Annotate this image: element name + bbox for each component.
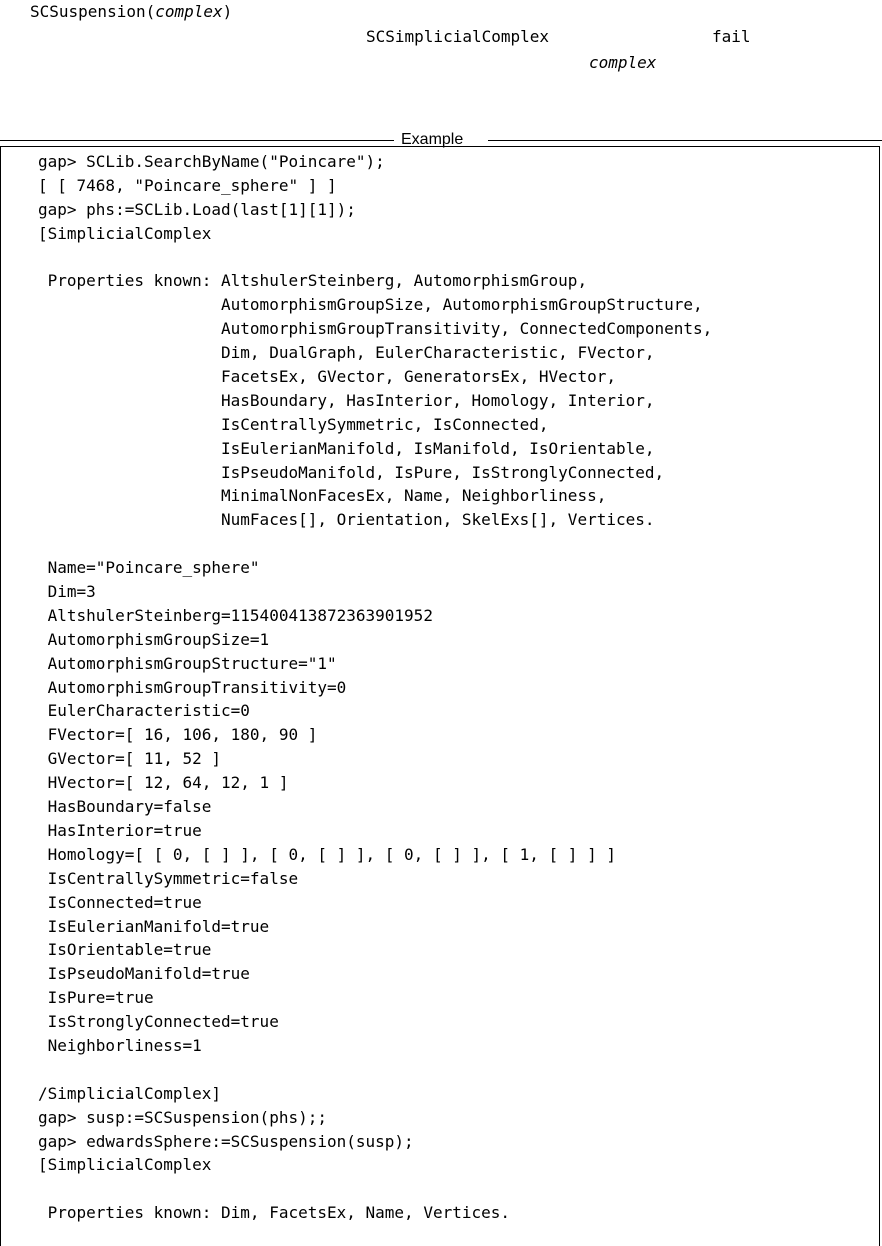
code-line: Properties known: Dim, FacetsEx, Name, Vertices.	[38, 1203, 511, 1223]
code-line: /SimplicialComplex]	[38, 1083, 222, 1103]
code-line: IsEulerianManifold=true	[38, 916, 270, 936]
function-signature	[30, 0, 232, 24]
code-line: IsStronglyConnected=true	[38, 1012, 279, 1032]
code-line: IsCentrallySymmetric=false	[38, 868, 299, 888]
code-line: IsOrientable=true	[38, 940, 212, 960]
code-line: HasInterior=true	[38, 820, 202, 840]
code-line: HVector=[ 12, 64, 12, 1 ]	[38, 773, 289, 793]
code-line: gap> phs:=SCLib.Load(last[1][1]);	[38, 199, 356, 219]
code-line: AutomorphismGroupTransitivity, ConnectedComponents,	[38, 319, 713, 339]
code-line: IsCentrallySymmetric, IsConnected,	[38, 414, 549, 434]
code-line: IsPure=true	[38, 988, 154, 1008]
function-name: SCSuspension(	[30, 2, 156, 21]
code-line: IsConnected=true	[38, 892, 202, 912]
code-line: NumFaces[], Orientation, SkelExs[], Vertices.	[38, 510, 655, 530]
code-line: IsEulerianManifold, IsManifold, IsOrientable,	[38, 438, 655, 458]
code-line: AutomorphismGroupStructure="1"	[38, 653, 337, 673]
code-line: Homology=[ [ 0, [ ] ], [ 0, [ ] ], [ 0, [ ] ], [ 1, [ ] ] ]	[38, 844, 616, 864]
code-line: Dim=3	[38, 582, 96, 602]
example-header-rule-right	[488, 140, 882, 141]
code-line: FacetsEx, GVector, GeneratorsEx, HVector,	[38, 367, 616, 387]
code-line: HasBoundary=false	[38, 797, 212, 817]
code-line	[38, 532, 712, 556]
code-line: AltshulerSteinberg=115400413872363901952	[38, 605, 433, 625]
code-line: MinimalNonFacesEx, Name, Neighborliness,	[38, 486, 607, 506]
code-line: Neighborliness=1	[38, 1035, 202, 1055]
code-line: gap> edwardsSphere:=SCSuspension(susp);	[38, 1131, 414, 1151]
example-header-rule-left	[0, 140, 394, 141]
code-line: EulerCharacteristic=0	[38, 701, 250, 721]
example-code-block	[38, 150, 712, 1225]
code-line: AutomorphismGroupSize=1	[38, 629, 270, 649]
code-line: [ [ 7468, "Poincare_sphere" ] ]	[38, 175, 337, 195]
code-line: gap> susp:=SCSuspension(phs);;	[38, 1107, 327, 1127]
code-line	[38, 1177, 712, 1201]
code-line: Dim, DualGraph, EulerCharacteristic, FVector,	[38, 343, 655, 363]
example-label: Example	[401, 131, 464, 148]
code-line: gap> SCLib.SearchByName("Poincare");	[38, 152, 385, 171]
code-line	[38, 1058, 712, 1082]
code-line	[38, 246, 712, 270]
code-line: [SimplicialComplex	[38, 223, 212, 243]
code-line: Properties known: AltshulerSteinberg, AutomorphismGroup,	[38, 271, 588, 291]
code-line: HasBoundary, HasInterior, Homology, Interior,	[38, 390, 655, 410]
code-line: GVector=[ 11, 52 ]	[38, 749, 222, 769]
fail-word: fail	[712, 27, 751, 46]
code-line: AutomorphismGroupSize, AutomorphismGroupStructure,	[38, 295, 703, 315]
return-type-word: SCSimplicialComplex	[366, 27, 550, 46]
code-line: [SimplicialComplex	[38, 1155, 212, 1175]
argument-reference: complex	[589, 53, 657, 72]
code-line: Name="Poincare_sphere"	[38, 558, 260, 578]
function-argument: complex	[155, 2, 223, 21]
code-line: FVector=[ 16, 106, 180, 90 ]	[38, 725, 318, 745]
function-close-paren: )	[222, 2, 233, 21]
code-line: IsPseudoManifold=true	[38, 964, 250, 984]
code-line: IsPseudoManifold, IsPure, IsStronglyConnected,	[38, 462, 665, 482]
code-line: AutomorphismGroupTransitivity=0	[38, 677, 347, 697]
